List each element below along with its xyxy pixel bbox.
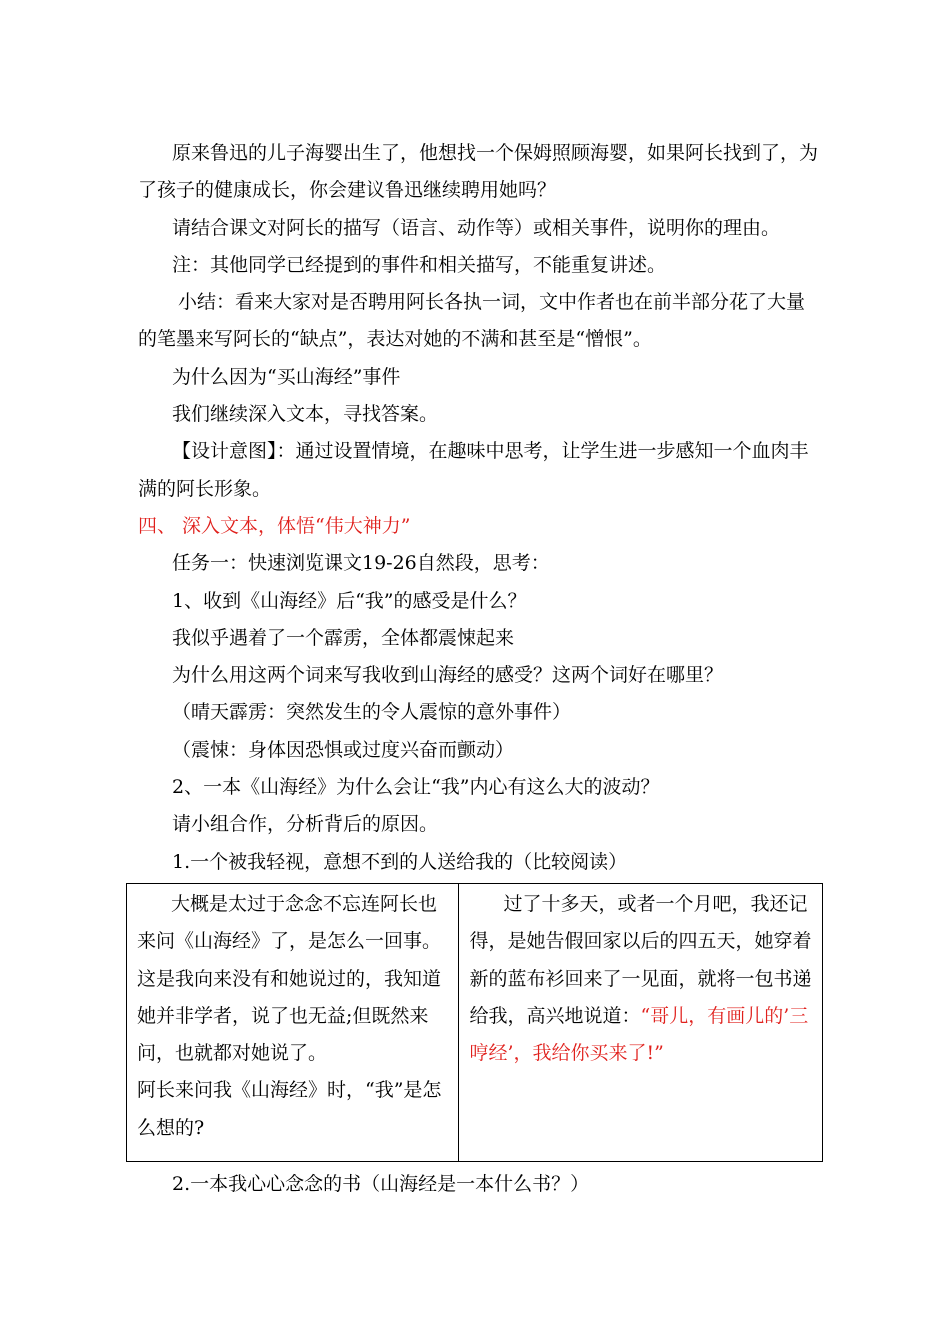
paragraph-summary: 小结：看来大家对是否聘用阿长各执一词，文中作者也在前半部分花了大量的笔墨来写阿长的“缺点”，表达对她的不满和甚至是“憎恨”。 xyxy=(138,291,806,351)
left-cell-question: 阿长来问我《山海经》时，“我”是怎么想的? xyxy=(137,1079,442,1139)
paragraph-why: 为什么因为“买山海经”事件 xyxy=(172,365,401,388)
left-cell-text: 大概是太过于念念不忘连阿长也来问《山海经》了，是怎么一回事。这是我向来没有和她说过的，我知道她并非学者，说了也无益;但既然来问，也就都对她说了。 xyxy=(137,892,442,1065)
paragraph-definition-pili: （晴天霹雳：突然发生的令人震惊的意外事件） xyxy=(172,701,572,724)
paragraph-question-1: 1、收到《山海经》后“我”的感受是什么？ xyxy=(172,589,527,612)
paragraph-point-1: 1.一个被我轻视，意想不到的人送给我的（比较阅读） xyxy=(172,850,628,873)
table-cell-right xyxy=(459,883,823,1161)
document-body xyxy=(138,135,818,1203)
paragraph-design-intent: 【设计意图】：通过设置情境，在趣味中思考，让学生进一步感知一个血肉丰满的阿长形象。 xyxy=(138,440,809,500)
table-cell-left xyxy=(127,883,459,1161)
paragraph-word-question: 为什么用这两个词来写我收到山海经的感受？这两个词好在哪里？ xyxy=(172,664,724,687)
paragraph-task-one: 任务一：快速浏览课文19-26自然段，思考： xyxy=(172,552,550,575)
section-heading: 四、 深入文本，体悟“伟大神力” xyxy=(138,514,411,537)
paragraph-continue: 我们继续深入文本，寻找答案。 xyxy=(172,403,439,426)
paragraph-point-2: 2.一本我心心念念的书（山海经是一本什么书？） xyxy=(172,1173,590,1196)
paragraph-question-2: 2、一本《山海经》为什么会让“我”内心有这么大的波动？ xyxy=(172,776,660,799)
right-cell-quote: “哥儿，有画儿的’三哼经’，我给你买来了!” xyxy=(469,1004,809,1065)
right-cell-text xyxy=(469,886,812,1072)
table-row xyxy=(127,883,823,1161)
paragraph-definition-zhensong: （震悚：身体因恐惧或过度兴奋而颤动） xyxy=(172,738,515,761)
paragraph-instruction: 请结合课文对阿长的描写（语言、动作等）或相关事件，说明你的理由。 xyxy=(172,216,781,239)
comparison-table xyxy=(126,883,823,1162)
paragraph-feeling: 我似乎遇着了一个霹雳，全体都震悚起来 xyxy=(172,626,515,649)
paragraph-hire-question: 原来鲁迅的儿子海婴出生了，他想找一个保姆照顾海婴，如果阿长找到了，为了孩子的健康成长，你会建议鲁迅继续聘用她吗？ xyxy=(138,142,819,202)
paragraph-group-work: 请小组合作，分析背后的原因。 xyxy=(172,813,439,836)
paragraph-note: 注：其他同学已经提到的事件和相关描写，不能重复讲述。 xyxy=(172,253,667,276)
right-cell-narration: 过了十多天，或者一个月吧，我还记得，是她告假回家以后的四五天，她穿着新的蓝布衫回来了一见面，就将一包书递给我，高兴地说道： xyxy=(469,892,812,1027)
